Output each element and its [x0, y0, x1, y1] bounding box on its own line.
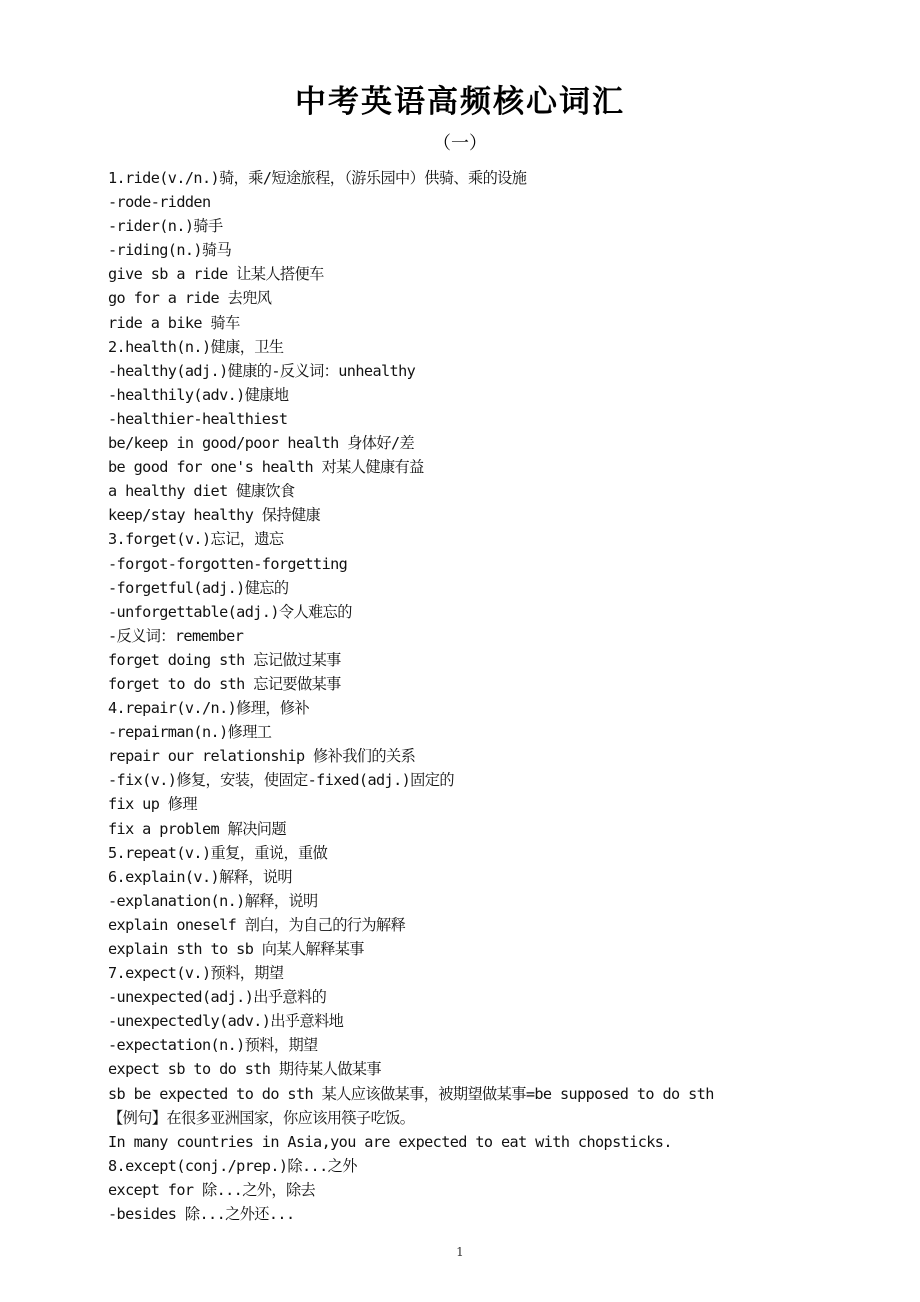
vocab-line: 4.repair(v./n.)修理，修补 — [108, 699, 310, 718]
vocab-line: forget to do sth 忘记要做某事 — [108, 674, 341, 693]
vocab-line: -forgot-forgotten-forgetting — [108, 554, 348, 573]
vocab-line: repair our relationship 修补我们的关系 — [108, 747, 416, 766]
vocab-line: fix up 修理 — [108, 795, 197, 814]
vocab-line: -riding(n.)骑马 — [108, 241, 232, 260]
vocab-line: be good for one's health 对某人健康有益 — [108, 458, 424, 477]
vocab-line: -unexpectedly(adv.)出乎意料地 — [108, 1012, 344, 1031]
vocab-line: 3.forget(v.)忘记，遗忘 — [108, 530, 284, 549]
vocab-line: except for 除...之外，除去 — [108, 1180, 316, 1199]
vocab-line: -healthily(adv.)健康地 — [108, 385, 289, 404]
vocab-line: 6.explain(v.)解释，说明 — [108, 867, 293, 886]
page-title: 中考英语高频核心词汇 — [295, 84, 625, 120]
vocab-line: -unforgettable(adj.)令人难忘的 — [108, 602, 352, 621]
vocab-line: 5.repeat(v.)重复，重说，重做 — [108, 843, 328, 862]
vocab-line: a healthy diet 健康饮食 — [108, 482, 295, 501]
vocab-line: -explanation(n.)解释，说明 — [108, 891, 318, 910]
vocab-line: -forgetful(adj.)健忘的 — [108, 578, 289, 597]
vocab-line: ride a bike 骑车 — [108, 313, 240, 332]
vocab-line: expect sb to do sth 期待某人做某事 — [108, 1060, 381, 1079]
vocab-line: go for a ride 去兜风 — [108, 289, 272, 308]
vocab-line: -healthier-healthiest — [108, 409, 288, 428]
vocab-line: forget doing sth 忘记做过某事 — [108, 650, 341, 669]
vocab-line: sb be expected to do sth 某人应该做某事，被期望做某事=be supposed to do sth — [108, 1084, 714, 1103]
vocab-line: keep/stay healthy 保持健康 — [108, 506, 321, 525]
page-number: 1 — [456, 1245, 464, 1259]
vocab-line: fix a problem 解决问题 — [108, 819, 286, 838]
vocab-line: be/keep in good/poor health 身体好/差 — [108, 434, 415, 453]
vocab-line: -expectation(n.)预料，期望 — [108, 1036, 318, 1055]
vocab-line: -反义词：remember — [108, 626, 244, 645]
vocab-line: In many countries in Asia,you are expected to eat with chopsticks. — [108, 1132, 672, 1151]
vocab-line: 7.expect(v.)预料，期望 — [108, 964, 284, 983]
vocab-line: give sb a ride 让某人搭便车 — [108, 265, 324, 284]
vocabulary-list — [108, 166, 908, 1226]
vocab-line: -rider(n.)骑手 — [108, 217, 223, 236]
vocab-line: 2.health(n.)健康，卫生 — [108, 337, 284, 356]
vocab-line: 【例句】在很多亚洲国家，你应该用筷子吃饭。 — [108, 1108, 415, 1127]
vocab-line: explain sth to sb 向某人解释某事 — [108, 940, 364, 958]
vocab-line: explain oneself 剖白，为自己的行为解释 — [108, 915, 406, 934]
vocab-line: -fix(v.)修复，安装，使固定-fixed(adj.)固定的 — [108, 771, 454, 790]
vocab-line: 1.ride(v./n.)骑，乘/短途旅程，（游乐园中）供骑、乘的设施 — [108, 169, 527, 187]
vocab-line: -unexpected(adj.)出乎意料的 — [108, 988, 327, 1007]
vocab-line: 8.except(conj./prep.)除...之外 — [108, 1156, 357, 1175]
vocab-line: -rode-ridden — [108, 193, 211, 212]
vocab-line: -repairman(n.)修理工 — [108, 723, 272, 742]
page-subtitle: （一） — [433, 133, 487, 154]
vocab-line: -healthy(adj.)健康的-反义词：unhealthy — [108, 361, 416, 380]
vocab-line: -besides 除...之外还... — [108, 1205, 295, 1224]
